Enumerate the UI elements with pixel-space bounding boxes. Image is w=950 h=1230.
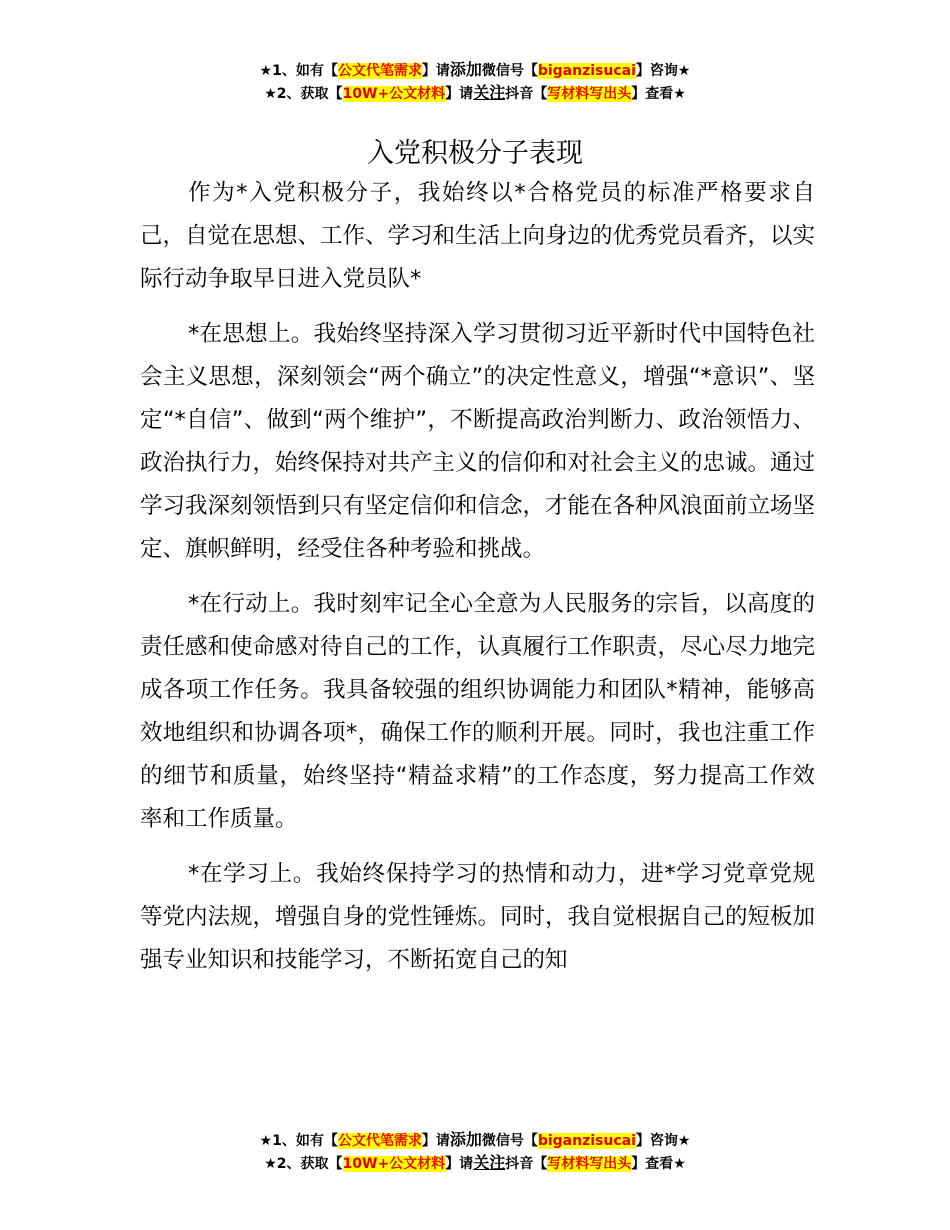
promo-text: 】咨询★ [635,1133,691,1149]
promo-emphasis: 添加 [449,60,482,79]
promo-text: ★1、如有【 [259,63,338,79]
promo-text: 】查看★ [631,86,686,102]
document-title: 入党积极分子表现 [367,138,583,170]
paragraph-study: *在学习上。我始终保持学习的热情和动力，进*学习党章党规等党内法规，增强自身的党性锤炼。同时，我自觉根据自己的短板加强专业知识和技能学习，不断拓宽自己的知 [140,861,816,973]
promo-line-1 [0,59,950,82]
promo-text: 】咨询★ [635,63,691,79]
promo-text: 抖音【 [505,1156,548,1172]
promo-text: 】请 [445,86,474,102]
promo-line-2 [0,82,950,105]
promo-text: 微信号【 [481,1133,538,1149]
promo-douyin-id: 写材料写出头 [547,1156,632,1172]
promo-highlight: 公文代笔需求 [337,63,422,79]
promo-emphasis: 添加 [449,1130,482,1149]
promo-emphasis: 关注 [473,83,506,102]
promo-line-2 [0,1152,950,1175]
promo-text: 微信号【 [481,63,538,79]
promo-douyin-id: 写材料写出头 [547,86,632,102]
promo-highlight: 10W+公文材料 [342,1156,446,1172]
promo-wechat-id: biganzisucai [537,1133,636,1149]
promo-highlight: 公文代笔需求 [337,1133,422,1149]
promo-line-1 [0,1129,950,1152]
promo-text: 】查看★ [631,1156,686,1172]
header-promo-banner [0,59,950,105]
paragraph-action: *在行动上。我时刻牢记全心全意为人民服务的宗旨，以高度的责任感和使命感对待自己的工作，认真履行工作职责，尽心尽力地完成各项工作任务。我具备较强的组织协调能力和团队*精神，能够高效地组织和协调各项*，确保工作的顺利开展。同时，我也注重工作的细节和质量，始终坚持“精益求精”的工作态度，努力提高工作效率和工作质量。 [140,591,816,832]
promo-text: 】请 [445,1156,474,1172]
promo-text: ★2、获取【 [264,86,343,102]
promo-text: 】请 [421,1133,450,1149]
paragraph-thought: *在思想上。我始终坚持深入学习贯彻习近平新时代中国特色社会主义思想，深刻领会“两个确立”的决定性意义，增强“*意识”、坚定“*自信”、做到“两个维护”，不断提高政治判断力、政治领悟力、政治执行力，始终保持对共产主义的信仰和对社会主义的忠诚。通过学习我深刻领悟到只有坚定信仰和信念，才能在各种风浪面前立场坚定、旗帜鲜明，经受住各种考验和挑战。 [140,321,816,562]
promo-text: ★2、获取【 [264,1156,343,1172]
paragraph-intro: 作为*入党积极分子，我始终以*合格党员的标准严格要求自己，自觉在思想、工作、学习和生活上向身边的优秀党员看齐，以实际行动争取早日进入党员队* [140,180,816,292]
promo-highlight: 10W+公文材料 [342,86,446,102]
document-body [140,172,815,994]
promo-text: 】请 [421,63,450,79]
footer-promo-banner [0,1129,950,1175]
promo-text: 抖音【 [505,86,548,102]
promo-text: ★1、如有【 [259,1133,338,1149]
promo-wechat-id: biganzisucai [537,63,636,79]
promo-emphasis: 关注 [473,1153,506,1172]
